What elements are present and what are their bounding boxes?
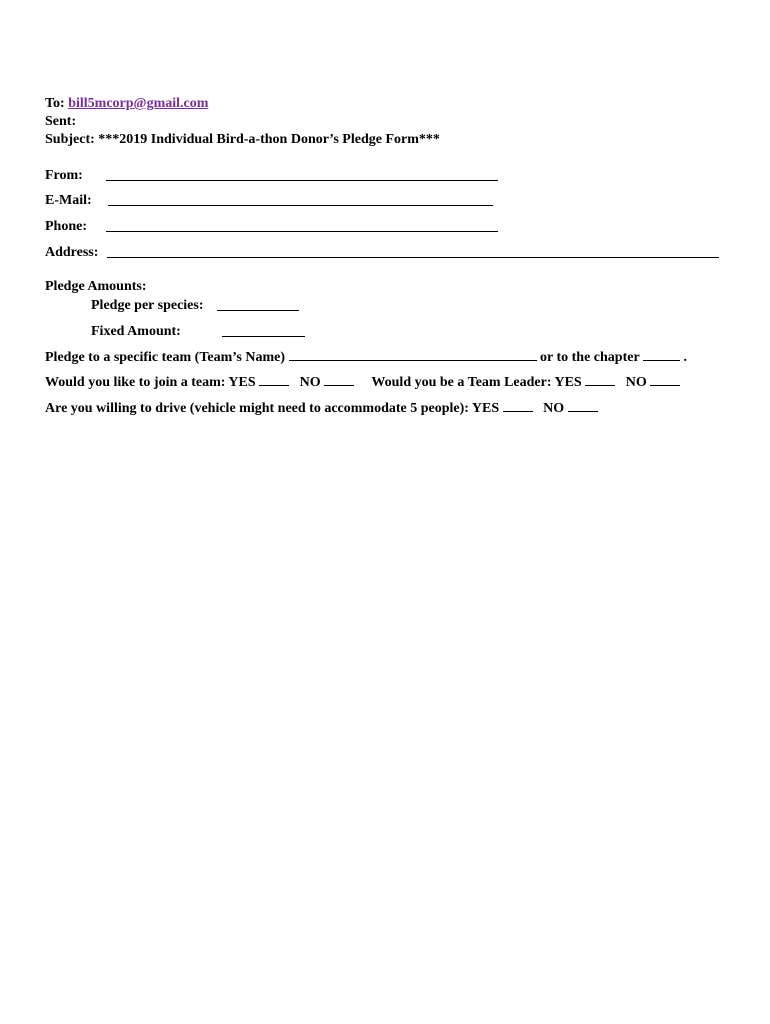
subject-text: ***2019 Individual Bird-a-thon Donor’s Pledge Form***	[98, 132, 440, 147]
subject-line	[45, 131, 440, 148]
team-pledge-line	[45, 348, 687, 366]
email-field[interactable]	[108, 193, 493, 206]
team-leader-yes-field[interactable]	[585, 373, 615, 386]
team-leader-no-field[interactable]	[650, 373, 680, 386]
from-label: From:	[45, 168, 83, 183]
team-leader-no-label: NO	[625, 375, 647, 390]
team-pledge-text: Pledge to a specific team (Team’s Name)	[45, 350, 286, 365]
to-email-link[interactable]: bill5mcorp@gmail.com	[68, 96, 209, 111]
drive-line	[45, 399, 598, 417]
to-line	[45, 95, 208, 112]
fixed-amount-label: Fixed Amount:	[91, 324, 181, 339]
drive-text: Are you willing to drive (vehicle might need to accommodate 5 people): YES	[45, 401, 500, 416]
drive-no-label: NO	[543, 401, 565, 416]
fixed-amount-field[interactable]	[222, 324, 305, 337]
address-label: Address:	[45, 245, 99, 260]
email-label: E-Mail:	[45, 193, 92, 208]
subject-label: Subject:	[45, 132, 95, 147]
team-name-field[interactable]	[289, 348, 537, 361]
sent-label: Sent:	[45, 114, 77, 129]
address-field[interactable]	[107, 245, 719, 258]
phone-field[interactable]	[106, 219, 498, 232]
from-field[interactable]	[106, 168, 498, 181]
period: .	[683, 350, 687, 365]
join-team-yes-field[interactable]	[259, 373, 289, 386]
phone-label: Phone:	[45, 219, 87, 234]
join-team-text: Would you like to join a team: YES	[45, 375, 256, 390]
team-leader-text: Would you be a Team Leader: YES	[371, 375, 582, 390]
drive-no-field[interactable]	[568, 399, 598, 412]
per-species-label: Pledge per species:	[91, 298, 204, 313]
join-team-no-label: NO	[299, 375, 321, 390]
or-chapter-text: or to the chapter	[540, 350, 640, 365]
drive-yes-field[interactable]	[503, 399, 533, 412]
join-team-no-field[interactable]	[324, 373, 354, 386]
sent-line	[45, 113, 76, 130]
per-species-field[interactable]	[217, 298, 299, 311]
join-team-line	[45, 373, 680, 391]
chapter-field[interactable]	[643, 348, 680, 361]
pledge-heading: Pledge Amounts:	[45, 279, 147, 294]
to-label: To:	[45, 96, 65, 111]
